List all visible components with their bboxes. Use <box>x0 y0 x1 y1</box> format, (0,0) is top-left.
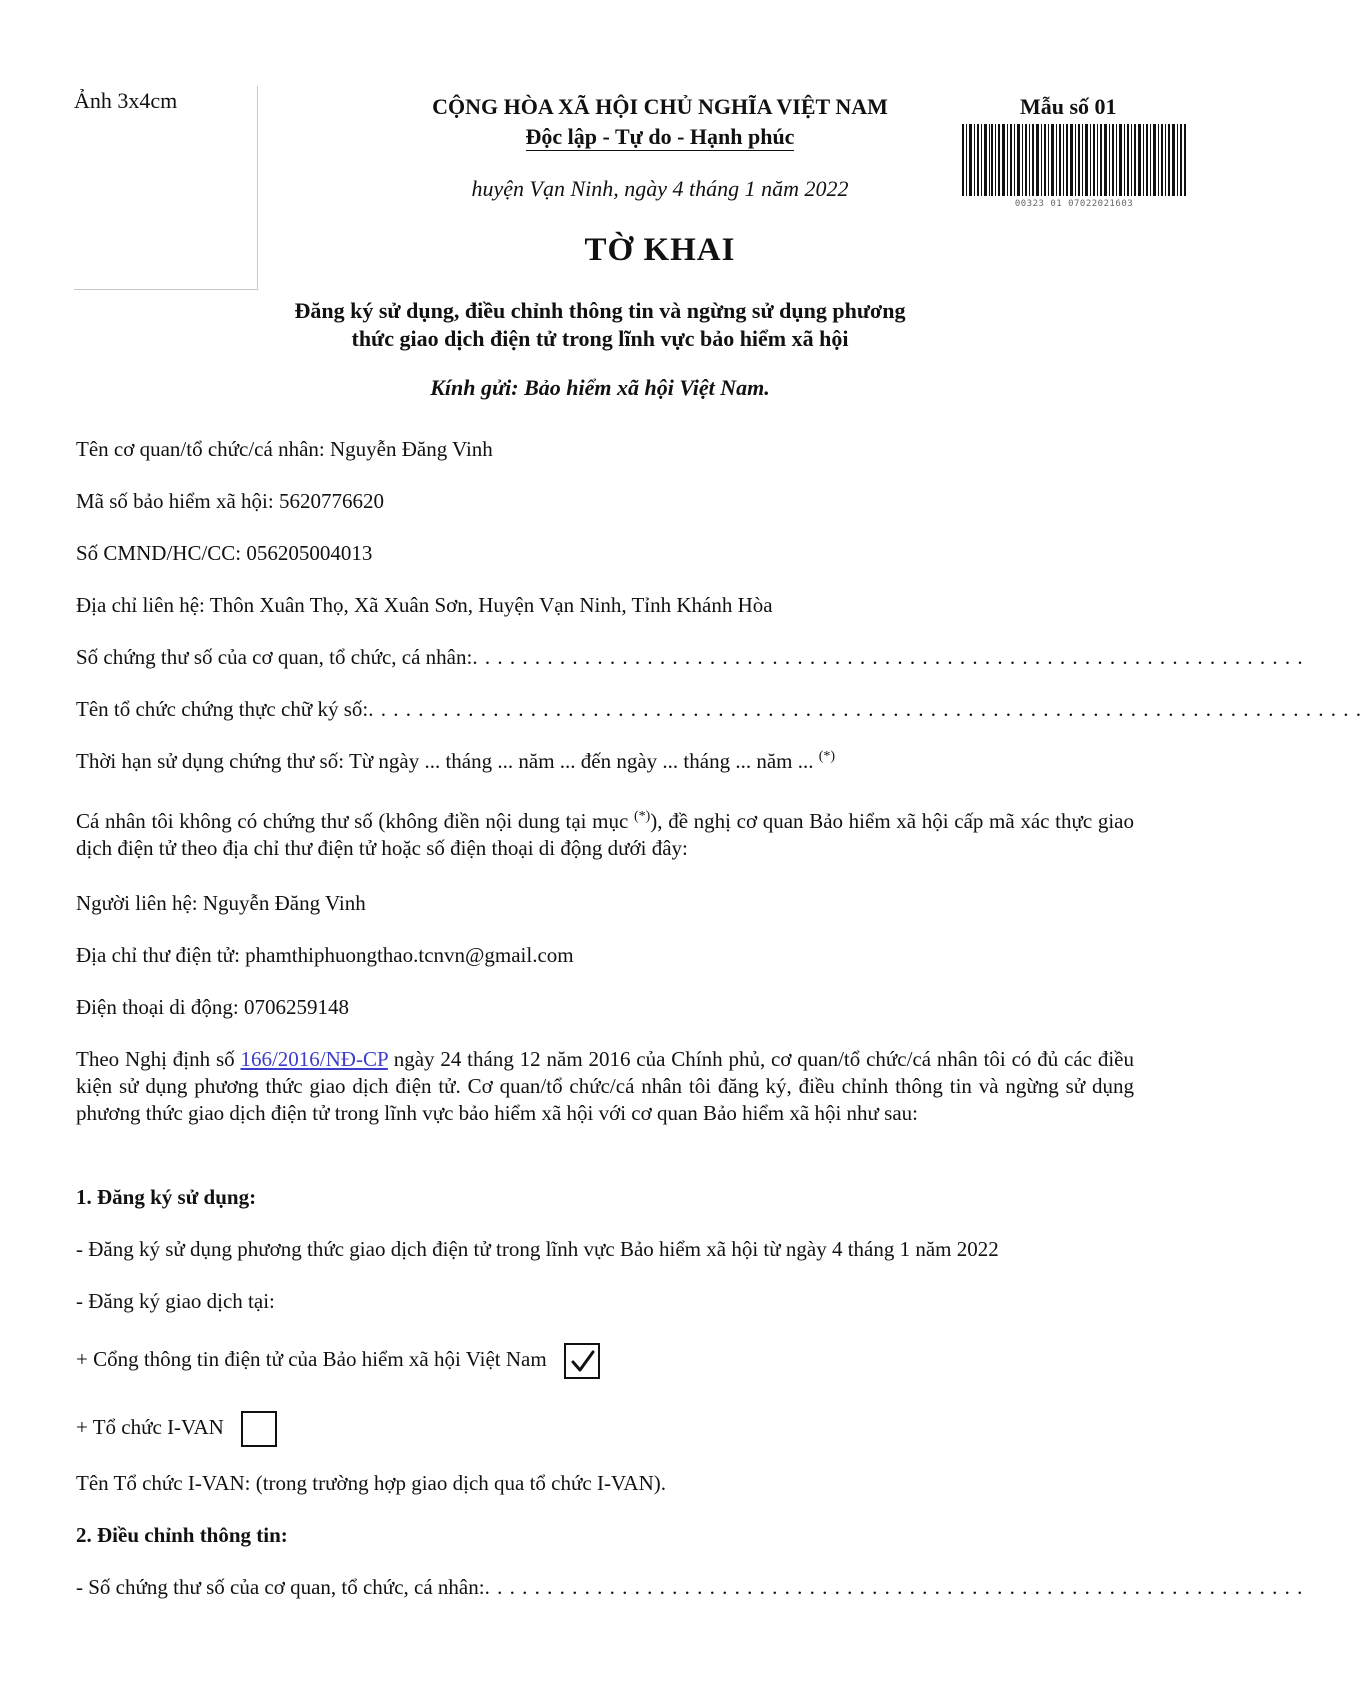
cert-number-field: Số chứng thư số của cơ quan, tổ chức, cá nhân:. . . . . . . . . . . . . . . . . . . . . . . . . . . . . . . . . . . . . . . . . . . . . . . . . . . . . . . . . . . . . . . . . . . <box>76 645 1304 669</box>
section-2-heading: 2. Điều chỉnh thông tin: <box>76 1523 288 1547</box>
subtitle-line-1: Đăng ký sử dụng, điều chỉnh thông tin và ngừng sử dụng phương <box>294 298 906 323</box>
ivan-name-line: Tên Tổ chức I-VAN: (trong trường hợp giao dịch qua tổ chức I-VAN). <box>76 1471 666 1495</box>
form-code: Mẫu số 01 <box>1020 94 1117 119</box>
register-date-line: - Đăng ký sử dụng phương thức giao dịch điện tử trong lĩnh vực Bảo hiểm xã hội từ ngày 4 tháng 1 năm 2022 <box>76 1237 999 1261</box>
register-at-line: - Đăng ký giao dịch tại: <box>76 1289 275 1313</box>
photo-placeholder <box>74 86 258 290</box>
section-1-heading: 1. Đăng ký sử dụng: <box>76 1185 257 1209</box>
document-title: TỜ KHAI <box>584 232 736 268</box>
nation-name: CỘNG HÒA XÃ HỘI CHỦ NGHĨA VIỆT NAM <box>432 94 888 119</box>
no-cert-paragraph: Cá nhân tôi không có chứng thư số (không điền nội dung tại mục (*)), đề nghị cơ quan Bảo hiểm xã hội cấp mã xác thực giao dịch điện tử theo địa chỉ thư điện tử hoặc số điện thoại di động dưới đây: <box>76 809 1135 860</box>
place-date: huyện Vạn Ninh, ngày 4 tháng 1 năm 2022 <box>471 176 849 201</box>
address-field: Địa chỉ liên hệ: Thôn Xuân Thọ, Xã Xuân Sơn, Huyện Vạn Ninh, Tỉnh Khánh Hòa <box>76 593 773 617</box>
contact-person-field: Người liên hệ: Nguyễn Đăng Vinh <box>76 891 366 915</box>
insurance-code-field: Mã số bảo hiểm xã hội: 5620776620 <box>76 489 384 513</box>
barcode-number: 00323 01 07022021603 <box>1014 199 1134 209</box>
contact-phone-field: Điện thoại di động: 0706259148 <box>76 995 349 1019</box>
decree-paragraph: Theo Nghị định số 166/2016/NĐ-CP ngày 24 tháng 12 năm 2016 của Chính phủ, cơ quan/tổ chức/cá nhân tôi có đủ các điều kiện sử dụng phương thức giao dịch điện tử. Cơ quan/tổ chức/cá nhân tôi đăng ký, điều chỉnh thông tin và ngừng sử dụng phương thức giao dịch điện tử trong lĩnh vực bảo hiểm xã hội với cơ quan Bảo hiểm xã hội như sau: <box>76 1047 1134 1125</box>
salutation: Kính gửi: Bảo hiểm xã hội Việt Nam. <box>430 375 770 400</box>
option-ivan-label: + Tổ chức I-VAN <box>76 1415 224 1439</box>
option-portal-row <box>76 1336 1134 1382</box>
portal-checkbox[interactable] <box>564 1343 600 1379</box>
national-motto: Độc lập - Tự do - Hạnh phúc <box>525 124 795 149</box>
cert-period-field: Thời hạn sử dụng chứng thư số: Từ ngày ... tháng ... năm ... đến ngày ... tháng ... năm ... (*) <box>76 749 836 773</box>
ivan-checkbox[interactable] <box>241 1411 277 1447</box>
cert-org-field: Tên tổ chức chứng thực chữ ký số:. . . . . . . . . . . . . . . . . . . . . . . . . . . . . . . . . . . . . . . . . . . . . . . . . . . . . . . . . . . . . . . . . . . . . . . . . . . . . . . . <box>76 697 1362 721</box>
decree-link[interactable]: 166/2016/NĐ-CP <box>240 1047 388 1071</box>
barcode-icon <box>960 124 1188 196</box>
subtitle-line-2: thức giao dịch điện tử trong lĩnh vực bảo hiểm xã hội <box>351 326 849 351</box>
option-portal-label: + Cổng thông tin điện tử của Bảo hiểm xã hội Việt Nam <box>76 1347 547 1371</box>
id-number-field: Số CMND/HC/CC: 056205004013 <box>76 541 373 565</box>
contact-email-field: Địa chỉ thư điện tử: phamthiphuongthao.tcnvn@gmail.com <box>76 943 574 967</box>
checkmark-icon <box>570 1349 596 1375</box>
org-name-field: Tên cơ quan/tổ chức/cá nhân: Nguyễn Đăng Vinh <box>76 437 493 461</box>
section-2-cert-number-field: - Số chứng thư số của cơ quan, tổ chức, cá nhân:. . . . . . . . . . . . . . . . . . . . . . . . . . . . . . . . . . . . . . . . . . . . . . . . . . . . . . . . . . . . . . . . . . <box>76 1575 1304 1599</box>
photo-label: Ảnh 3x4cm <box>74 88 178 113</box>
option-ivan-row <box>76 1404 1134 1450</box>
